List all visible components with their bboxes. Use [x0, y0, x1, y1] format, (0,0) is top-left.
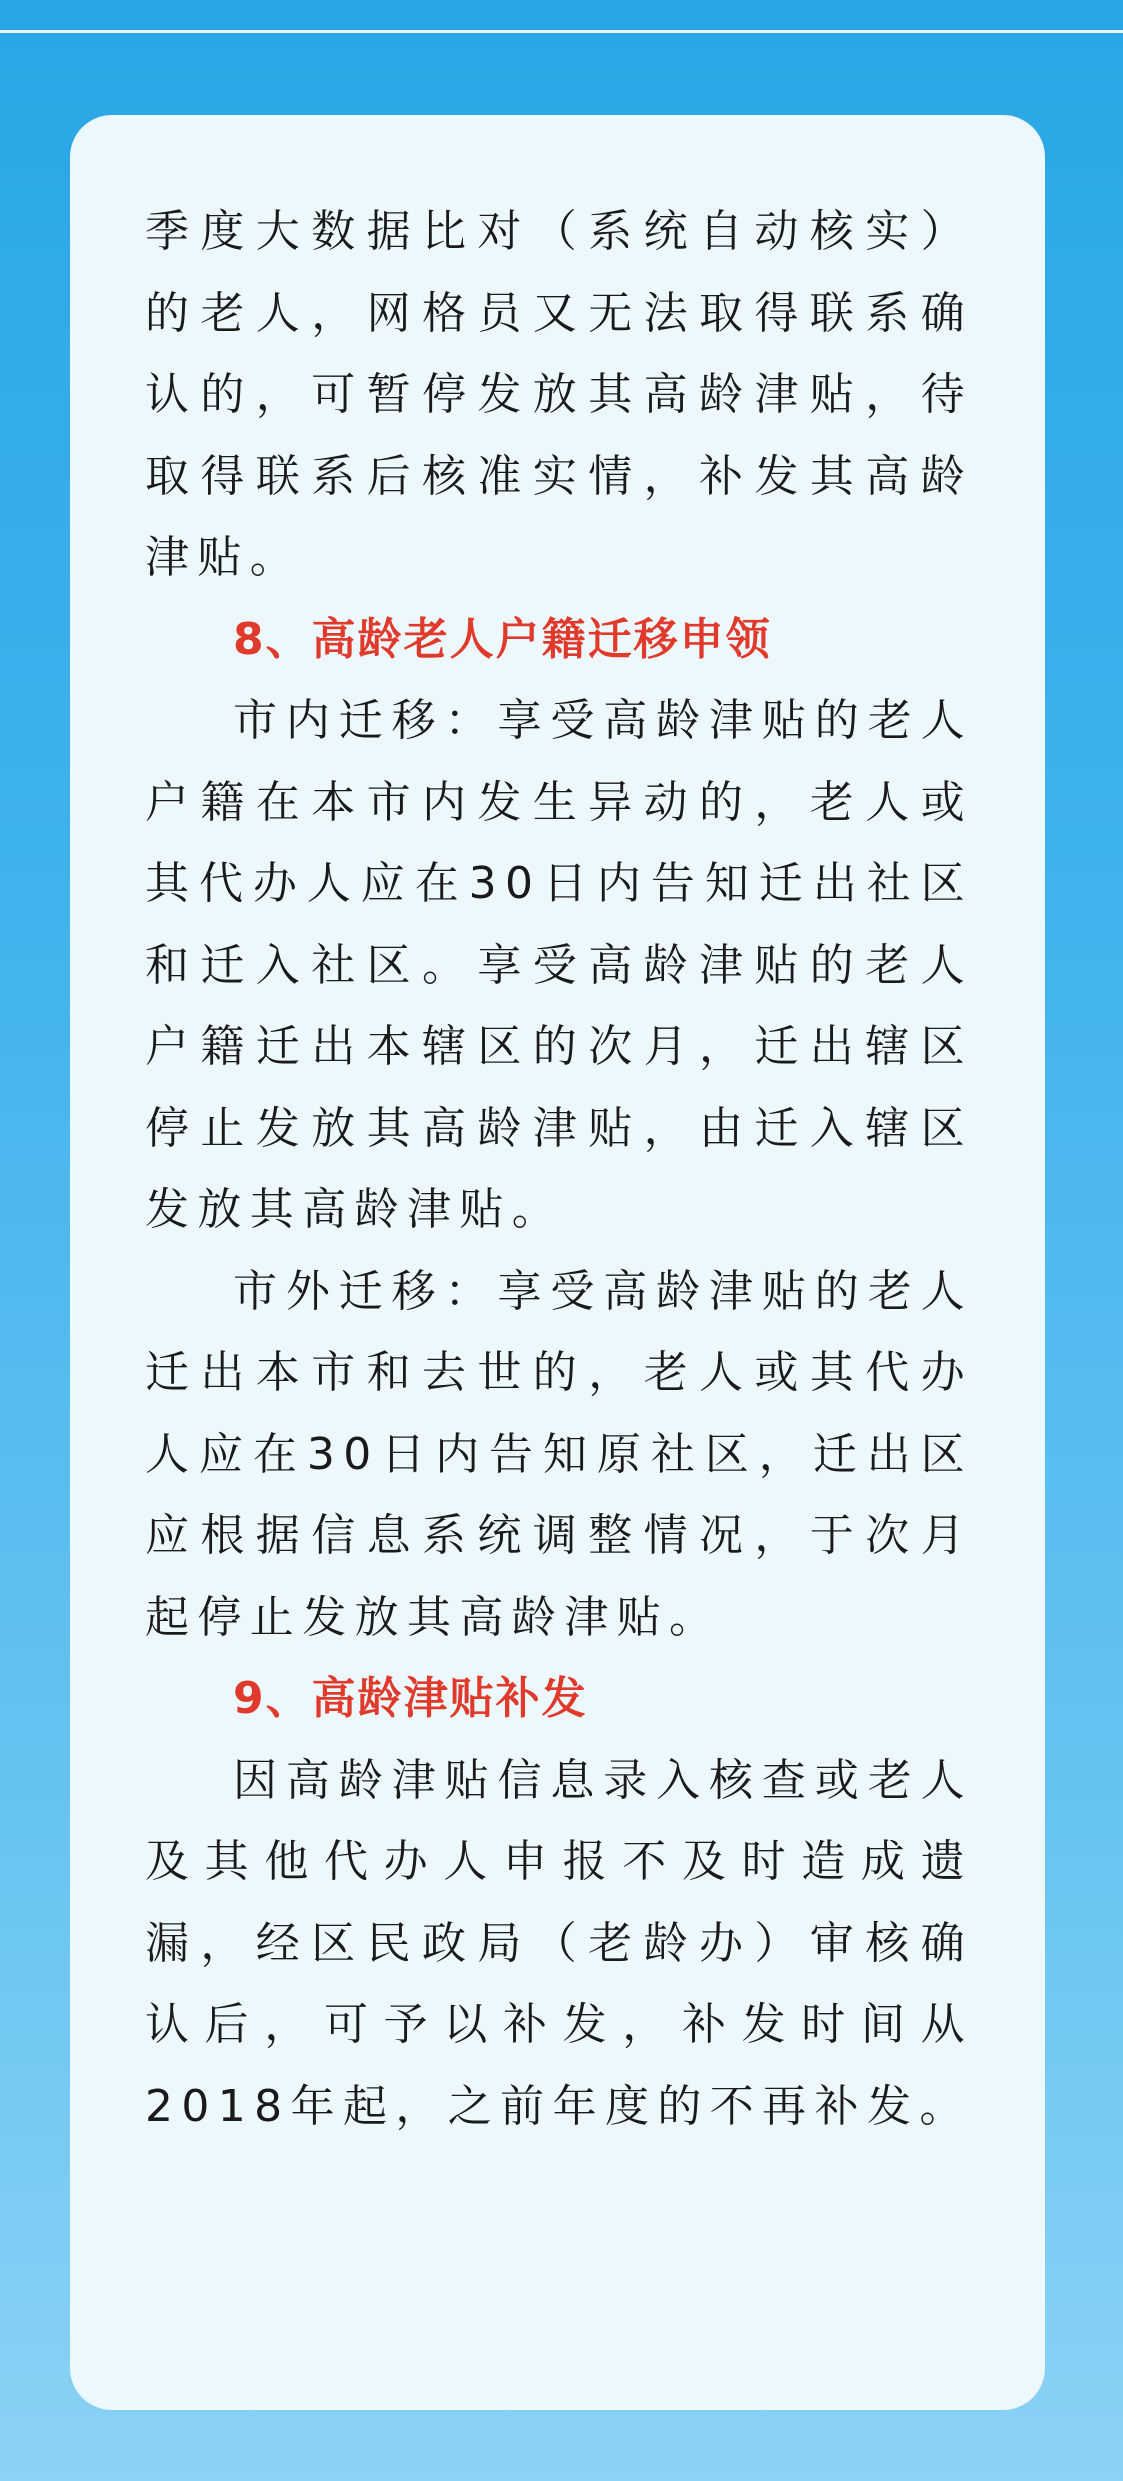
paragraph-suspension: 季度大数据比对（系统自动核实）的老人，网格员又无法取得联系确认的，可暂停发放其高龄津贴，待取得联系后核准实情，补发其高龄津贴。: [145, 206, 973, 583]
section-heading-9: 9、高龄津贴补发: [233, 1673, 588, 1724]
paragraph-intra-city-transfer: 市内迁移：享受高龄津贴的老人户籍在本市内发生异动的，老人或其代办人应在30日内告知迁出社区和迁入社区。享受高龄津贴的老人户籍迁出本辖区的次月，迁出辖区停止发放其高龄津贴，由迁入辖区发放其高龄津贴。: [145, 695, 973, 1235]
top-divider-line: [0, 30, 1123, 33]
paragraph-reissue: 因高龄津贴信息录入核查或老人及其他代办人申报不及时造成遗漏，经区民政局（老龄办）审核确认后，可予以补发，补发时间从2018年起，之前年度的不再补发。: [145, 1754, 973, 2132]
paragraph-out-of-city-transfer: 市外迁移：享受高龄津贴的老人迁出本市和去世的，老人或其代办人应在30日内告知原社区，迁出区应根据信息系统调整情况，于次月起停止发放其高龄津贴。: [145, 1265, 973, 1643]
content-card: [70, 115, 1045, 2410]
section-heading-8: 8、高龄老人户籍迁移申领: [233, 613, 772, 665]
